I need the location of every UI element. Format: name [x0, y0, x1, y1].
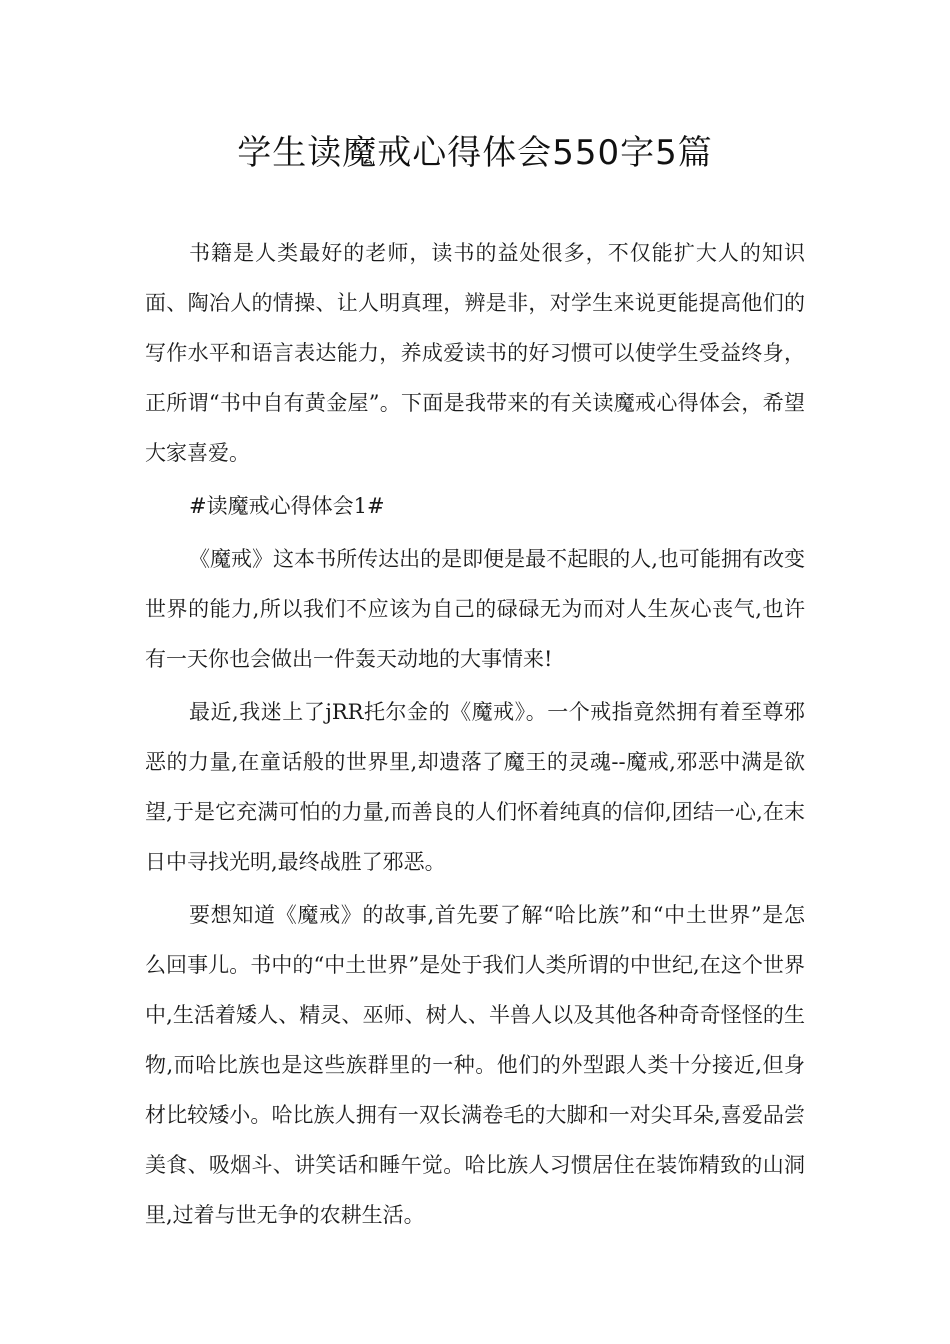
body-paragraph: 《魔戒》这本书所传达出的是即便是最不起眼的人,也可能拥有改变世界的能力,所以我们不应该为自己的碌碌无为而对人生灰心丧气,也许有一天你也会做出一件轰天动地的大事情来! — [145, 547, 805, 671]
document-title: 学生读魔戒心得体会550字5篇 — [237, 133, 713, 173]
document-body — [145, 228, 805, 1243]
body-paragraph: 最近,我迷上了jRR托尔金的《魔戒》。一个戒指竟然拥有着至尊邪恶的力量,在童话般的世界里,却遗落了魔王的灵魂--魔戒,邪恶中满是欲望,于是它充满可怕的力量,而善良的人们怀着纯真的信仰,团结一心,在末日中寻找光明,最终战胜了邪恶。 — [145, 700, 805, 874]
section-heading: #读魔戒心得体会1# — [189, 494, 385, 518]
intro-paragraph: 书籍是人类最好的老师，读书的益处很多，不仅能扩大人的知识面、陶冶人的情操、让人明真理，辨是非，对学生来说更能提高他们的写作水平和语言表达能力，养成爱读书的好习惯可以使学生受益终身，正所谓“书中自有黄金屋”。下面是我带来的有关读魔戒心得体会，希望大家喜爱。 — [145, 241, 805, 465]
body-paragraph: 要想知道《魔戒》的故事,首先要了解“哈比族”和“中土世界”是怎么回事儿。书中的“中土世界”是处于我们人类所谓的中世纪,在这个世界中,生活着矮人、精灵、巫师、树人、半兽人以及其他各种奇奇怪怪的生物,而哈比族也是这些族群里的一种。他们的外型跟人类十分接近,但身材比较矮小。哈比族人拥有一双长满卷毛的大脚和一对尖耳朵,喜爱品尝美食、吸烟斗、讲笑话和睡午觉。哈比族人习惯居住在装饰精致的山洞里,过着与世无争的农耕生活。 — [145, 903, 805, 1227]
